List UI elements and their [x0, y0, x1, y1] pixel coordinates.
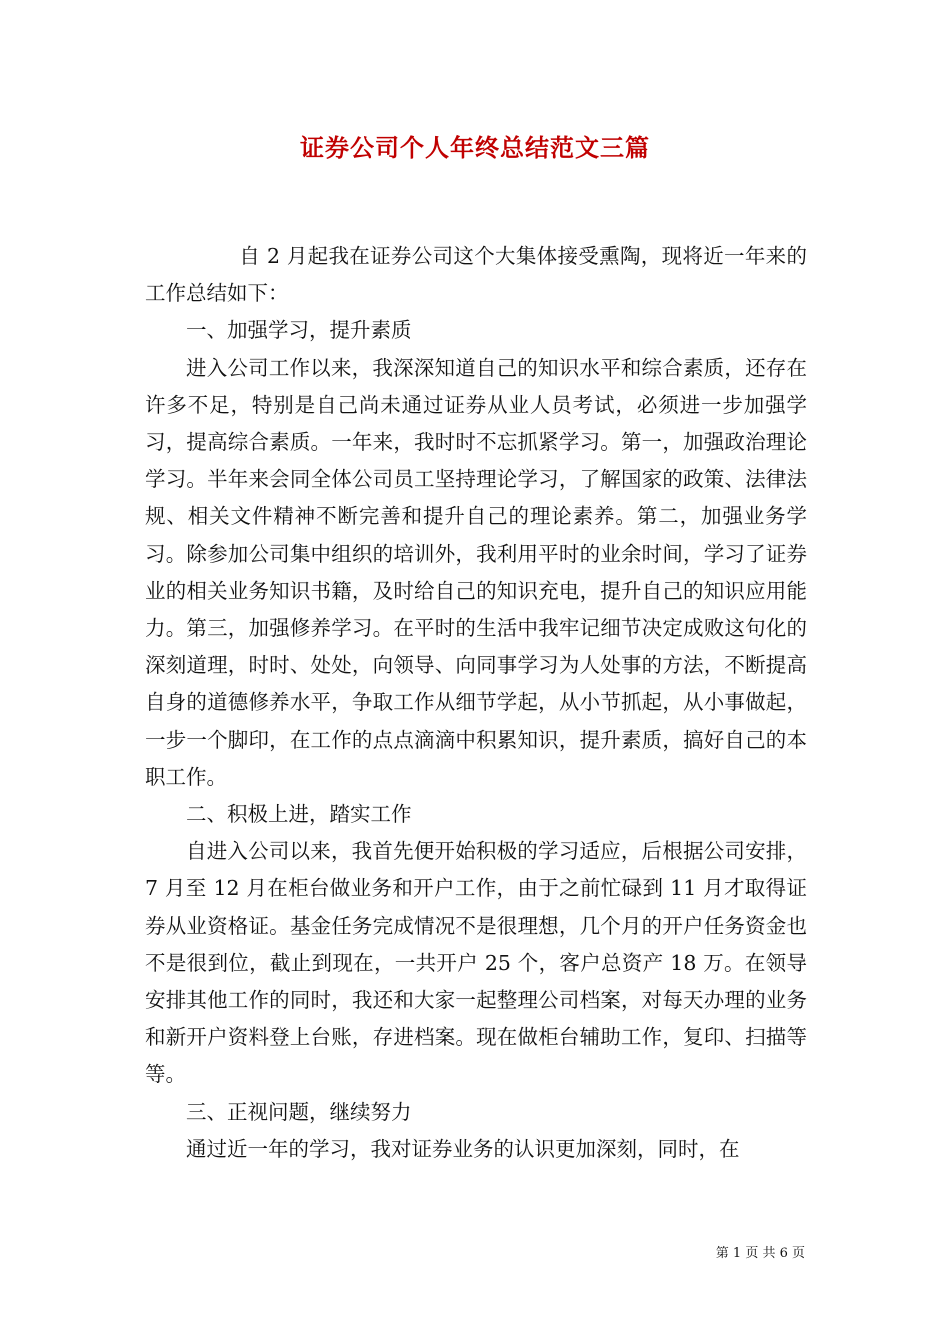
page-number-footer: 第 1 页 共 6 页 — [715, 1246, 805, 1261]
paragraph-intro: 自 2 月起我在证券公司这个大集体接受熏陶，现将近一年来的工作总结如下： — [145, 244, 807, 306]
document-title: 证券公司个人年终总结范文三篇 — [300, 133, 650, 162]
paragraph-section-1: 进入公司工作以来，我深深知道自己的知识水平和综合素质，还存在许多不足，特别是自己尚未通过证券从业人员考试，必须进一步加强学习，提高综合素质。一年来，我时时不忘抓紧学习。第一，加强政治理论学习。半年来会同全体公司员工坚持理论学习，了解国家的政策、法律法规、相关文件精神不断完善和提升自己的理论素养。第二，加强业务学习。除参加公司集中组织的培训外，我利用平时的业余时间，学习了证券业的相关业务知识书籍，及时给自己的知识充电，提升自己的知识应用能力。第三，加强修养学习。在平时的生活中我牢记细节决定成败这句化的深刻道理，时时、处处，向领导、向同事学习为人处事的方法，不断提高自身的道德修养水平，争取工作从细节学起，从小节抓起，从小事做起，一步一个脚印，在工作的点点滴滴中积累知识，提升素质，搞好自己的本职工作。 — [145, 355, 807, 789]
section-heading-3: 三、正视问题，继续努力 — [186, 1099, 412, 1124]
document-body — [145, 238, 807, 1168]
section-heading-1: 一、加强学习，提升素质 — [186, 318, 412, 343]
paragraph-section-3: 通过近一年的学习，我对证券业务的认识更加深刻，同时，在 — [186, 1136, 740, 1161]
paragraph-section-2: 自进入公司以来，我首先便开始积极的学习适应，后根据公司安排，7 月至 12 月在柜台做业务和开户工作，由于之前忙碌到 11 月才取得证券从业资格证。基金任务完成情况不是很理想，几个月的开户任务资金也不是很到位，截止到现在，一共开户 25 个，客户总资产 18 万。在领导安排其他工作的同时，我还和大家一起整理公司档案，对每天办理的业务和新开户资料登上台账，存进档案。现在做柜台辅助工作，复印、扫描等等。 — [145, 839, 807, 1087]
section-heading-2: 二、积极上进，踏实工作 — [186, 802, 412, 827]
